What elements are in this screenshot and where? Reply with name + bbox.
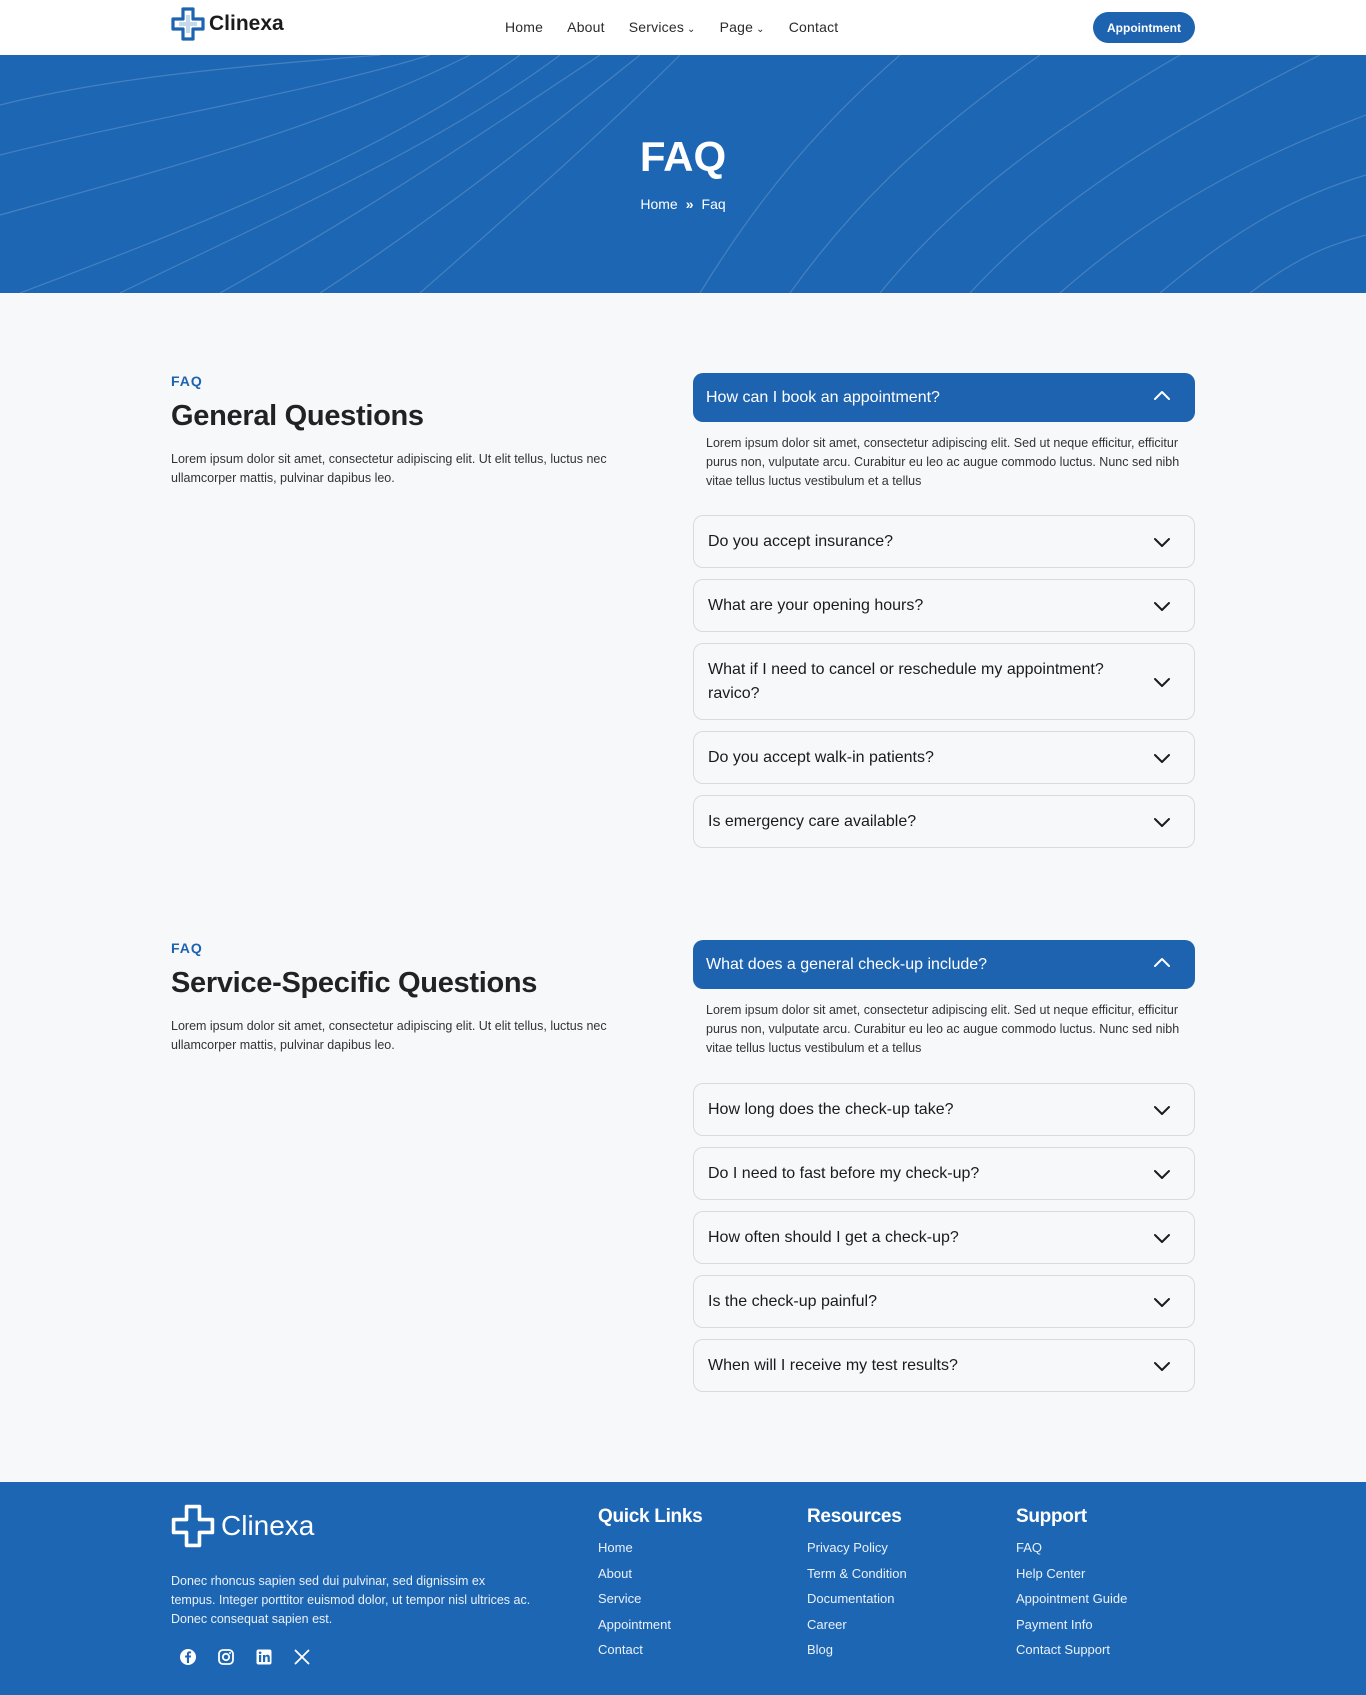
footer-link[interactable]: Contact Support <box>1016 1642 1110 1657</box>
footer-logo[interactable] <box>171 1504 314 1548</box>
logo[interactable] <box>171 7 284 41</box>
faq-question-open[interactable] <box>693 940 1195 989</box>
site-footer <box>0 1482 1366 1695</box>
footer-link[interactable]: Documentation <box>807 1591 895 1606</box>
faq-question-open[interactable] <box>693 373 1195 422</box>
footer-column-title: Quick Links <box>598 1506 703 1527</box>
chevron-down-icon <box>1152 1356 1172 1376</box>
footer-link[interactable]: Home <box>598 1540 633 1555</box>
faq-question[interactable] <box>693 579 1195 632</box>
nav-services[interactable] <box>629 19 696 35</box>
faq-question[interactable] <box>693 1211 1195 1264</box>
footer-link[interactable]: About <box>598 1565 632 1581</box>
chevron-down-icon <box>1152 1292 1172 1312</box>
footer-link[interactable]: Career <box>807 1616 847 1632</box>
chevron-down-icon <box>1152 1164 1172 1184</box>
page-hero <box>0 55 1366 293</box>
footer-column-title: Support <box>1016 1506 1087 1527</box>
linkedin-icon[interactable] <box>255 1648 273 1666</box>
chevron-down-icon <box>1152 748 1172 768</box>
faq-answer: Lorem ipsum dolor sit amet, consectetur adipiscing elit. Sed ut neque efficitur, efficitur purus non, vulputate arcu. Curabitur eu leo ac augue commodo luctus. Nunc sed nibh vitae tellus luctus vestibulum et a tellus <box>706 1003 1180 1055</box>
chevron-down-icon: ⌄ <box>687 24 696 35</box>
instagram-icon[interactable] <box>217 1648 235 1666</box>
footer-link[interactable]: FAQ <box>1016 1540 1043 1555</box>
footer-description: Donec rhoncus sapien sed dui pulvinar, sed dignissim ex tempus. Integer porttitor euismod dolor, ut tempor nisl ultrices ac. Donec consequat sapien est. <box>171 1574 531 1626</box>
footer-link[interactable]: Privacy Policy <box>807 1540 888 1555</box>
faq-question-text: Do I need to fast before my check-up? <box>708 1164 980 1182</box>
nav-page-label: Page <box>719 19 754 35</box>
footer-link[interactable]: Appointment Guide <box>1016 1591 1128 1606</box>
section-eyebrow: FAQ <box>171 940 203 956</box>
breadcrumb <box>0 196 1366 212</box>
footer-link[interactable]: Service <box>598 1591 642 1606</box>
faq-answer: Lorem ipsum dolor sit amet, consectetur adipiscing elit. Sed ut neque efficitur, efficitur purus non, vulputate arcu. Curabitur eu leo ac augue commodo luctus. Nunc sed nibh vitae tellus luctus vestibulum et a tellus <box>706 436 1180 488</box>
faq-question-text: How long does the check-up take? <box>708 1100 954 1118</box>
footer-column-quick-links <box>598 1506 702 1668</box>
faq-question-text: Is emergency care available? <box>708 812 917 830</box>
breadcrumb-current: Faq <box>701 196 726 212</box>
footer-link[interactable]: Payment Info <box>1016 1616 1093 1632</box>
faq-question-text: What are your opening hours? <box>708 596 924 614</box>
breadcrumb-home[interactable]: Home <box>640 196 678 212</box>
footer-link[interactable]: Contact <box>598 1642 643 1657</box>
footer-column-title: Resources <box>807 1506 902 1527</box>
footer-link[interactable]: Blog <box>807 1642 834 1657</box>
faq-question[interactable] <box>693 1339 1195 1392</box>
faq-question-text: How often should I get a check-up? <box>708 1228 959 1246</box>
faq-question-text: What if I need to cancel or reschedule my appointment? ravico? <box>708 660 1104 702</box>
faq-question[interactable] <box>693 1083 1195 1136</box>
breadcrumb-separator-icon: » <box>685 196 694 212</box>
nav-services-label: Services <box>628 19 685 35</box>
footer-link[interactable]: Help Center <box>1016 1565 1086 1581</box>
section-description: Lorem ipsum dolor sit amet, consectetur adipiscing elit. Ut elit tellus, luctus nec ullamcorper mattis, pulvinar dapibus leo. <box>171 1019 607 1052</box>
chevron-down-icon <box>1152 1100 1172 1120</box>
faq-question-text: Do you accept insurance? <box>708 532 893 550</box>
chevron-down-icon <box>1152 532 1172 552</box>
faq-question-text: Is the check-up painful? <box>708 1292 877 1310</box>
footer-column-support <box>1016 1506 1127 1668</box>
faq-question[interactable] <box>693 731 1195 784</box>
nav-contact[interactable]: Contact <box>788 19 839 35</box>
footer-logo-text: Clinexa <box>221 1510 315 1541</box>
logo-text: Clinexa <box>209 12 284 35</box>
footer-link[interactable]: Term & Condition <box>807 1565 907 1581</box>
chevron-down-icon <box>1152 812 1172 832</box>
nav-page[interactable] <box>720 19 765 35</box>
faq-question[interactable] <box>693 643 1195 720</box>
faq-question-text: Do you accept walk-in patients? <box>708 748 934 766</box>
chevron-down-icon <box>1152 1228 1172 1248</box>
nav-home[interactable]: Home <box>505 19 544 35</box>
chevron-down-icon <box>1152 596 1172 616</box>
faq-question-text: What does a general check-up include? <box>706 955 988 973</box>
x-icon[interactable] <box>293 1648 311 1666</box>
chevron-down-icon <box>1152 672 1172 692</box>
page-title: FAQ <box>639 133 727 180</box>
faq-question[interactable] <box>693 795 1195 848</box>
social-links <box>179 1648 311 1666</box>
logo-cross-icon <box>171 1504 215 1548</box>
faq-question[interactable] <box>693 1275 1195 1328</box>
facebook-icon[interactable] <box>179 1648 197 1666</box>
faq-question[interactable] <box>693 1147 1195 1200</box>
faq-question-text: How can I book an appointment? <box>706 388 940 406</box>
section-title: Service-Specific Questions <box>171 967 538 999</box>
section-title: General Questions <box>171 400 424 432</box>
section-description: Lorem ipsum dolor sit amet, consectetur adipiscing elit. Ut elit tellus, luctus nec ullamcorper mattis, pulvinar dapibus leo. <box>171 452 607 485</box>
site-header <box>0 0 1366 55</box>
chevron-up-icon <box>1151 385 1173 407</box>
faq-question[interactable] <box>693 515 1195 568</box>
section-eyebrow: FAQ <box>171 373 203 389</box>
logo-cross-icon <box>171 7 205 41</box>
chevron-down-icon: ⌄ <box>756 24 765 35</box>
main-nav <box>505 19 838 35</box>
footer-link[interactable]: Appointment <box>598 1616 671 1632</box>
footer-column-resources <box>807 1506 907 1668</box>
chevron-up-icon <box>1151 952 1173 974</box>
appointment-button[interactable]: Appointment <box>1093 12 1195 43</box>
nav-about[interactable]: About <box>567 19 605 35</box>
faq-question-text: When will I receive my test results? <box>708 1356 958 1374</box>
